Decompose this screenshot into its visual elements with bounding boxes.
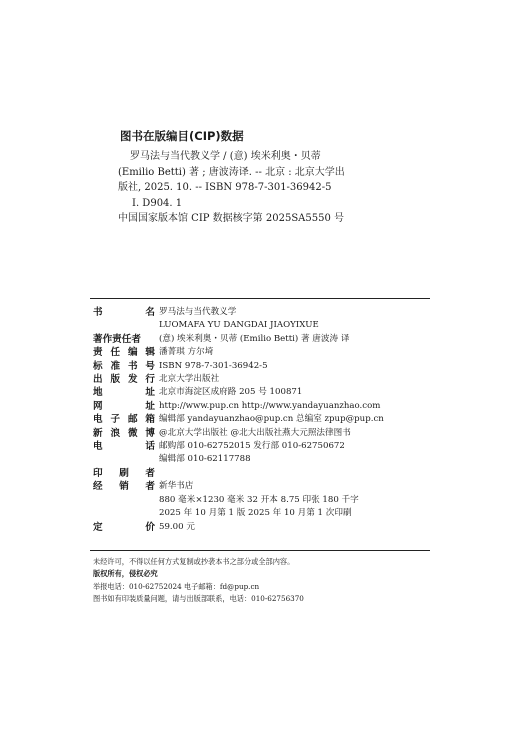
notice-report-contact: 举报电话：010-62752024 电子邮箱：fd@pup.cn — [93, 581, 260, 591]
info-label: 责 任 编 辑 — [93, 347, 155, 359]
info-value: @北京大学出版社 @北大出版社燕大元照法律图书 — [159, 427, 351, 438]
info-label: 标 准 书 号 — [93, 360, 155, 372]
info-label: 书 名 — [93, 307, 155, 318]
notice-rights-reserved: 版权所有，侵权必究 — [93, 569, 158, 579]
info-row-weibo — [93, 427, 433, 440]
info-value: 潘菁琪 方尔埼 — [159, 347, 214, 358]
info-value: 邮购部 010-62752015 发行部 010-62750672 — [159, 441, 345, 452]
info-value: 59.00 元 — [159, 521, 195, 532]
cip-line-title-author: 罗马法与当代教义学 / (意) 埃米利奥・贝蒂 — [130, 151, 321, 162]
info-row-printer — [93, 467, 433, 480]
info-value-edition: 2025 年 10 月第 1 版 2025 年 10 月第 1 次印刷 — [159, 508, 352, 519]
notice-quality-contact: 图书如有印装质量问题，请与出版部联系，电话：010-62756370 — [93, 594, 304, 604]
info-row-title — [93, 306, 433, 319]
info-value: 编辑部 yandayuanzhao@pup.cn 总编室 zpup@pup.cn — [159, 414, 384, 425]
info-label: 电 子 邮 箱 — [93, 414, 155, 426]
cip-line-author-translator: (Emilio Betti) 著 ; 唐波涛译. -- 北京 : 北京大学出 — [118, 166, 345, 178]
info-value: (意) 埃米利奥・贝蒂 (Emilio Betti) 著 唐波涛 译 — [159, 333, 350, 344]
info-label: 著作责任者 — [93, 333, 141, 345]
cip-line-publisher-isbn: 版社, 2025. 10. -- ISBN 978-7-301-36942-5 — [118, 182, 332, 193]
info-value: 北京大学出版社 — [159, 374, 220, 385]
cip-line-classification: Ⅰ. D904. 1 — [132, 197, 183, 209]
info-label: 印 刷 者 — [93, 467, 155, 479]
info-label: 地 址 — [93, 387, 155, 399]
bottom-divider — [90, 550, 430, 551]
info-label: 新 浪 微 博 — [93, 427, 155, 439]
cip-block — [118, 128, 418, 227]
info-row-email — [93, 413, 433, 426]
cip-title: 图书在版编目(CIP)数据 — [120, 129, 244, 143]
notice-reproduction: 未经许可，不得以任何方式复制或抄袭本书之部分或全部内容。 — [93, 557, 295, 566]
info-row-price — [93, 521, 433, 534]
info-value: http://www.pup.cn http://www.yandayuanzhao.com — [159, 400, 381, 411]
info-label: 电 话 — [93, 441, 155, 453]
info-row-author — [93, 333, 433, 346]
publication-info — [93, 306, 433, 534]
info-value: 罗马法与当代教义学 — [159, 307, 237, 317]
info-row-editor — [93, 346, 433, 359]
info-value: 北京市海淀区成府路 205 号 100871 — [159, 387, 303, 398]
info-row-isbn — [93, 360, 433, 373]
info-value-phone-editorial: 编辑部 010-62117788 — [159, 454, 251, 465]
info-row-phone — [93, 440, 433, 453]
info-row-distributor — [93, 480, 433, 493]
info-value-format: 880 毫米×1230 毫米 32 开本 8.75 印张 180 千字 — [159, 494, 359, 505]
info-value-pinyin-title: LUOMAFA YU DANGDAI JIAOYIXUE — [159, 320, 319, 331]
info-row-address — [93, 386, 433, 399]
info-label: 网 址 — [93, 400, 155, 412]
top-divider — [90, 298, 430, 299]
info-row-publisher — [93, 373, 433, 386]
cip-line-record-number: 中国国家版本馆 CIP 数据核字第 2025SA5550 号 — [118, 213, 345, 224]
info-label: 定 价 — [93, 521, 155, 533]
copyright-notice — [93, 556, 433, 606]
info-label: 出 版 发 行 — [93, 374, 155, 386]
info-label: 经 销 者 — [93, 481, 155, 493]
info-value: ISBN 978-7-301-36942-5 — [159, 360, 268, 371]
info-row-website — [93, 400, 433, 413]
info-value: 新华书店 — [159, 481, 194, 492]
